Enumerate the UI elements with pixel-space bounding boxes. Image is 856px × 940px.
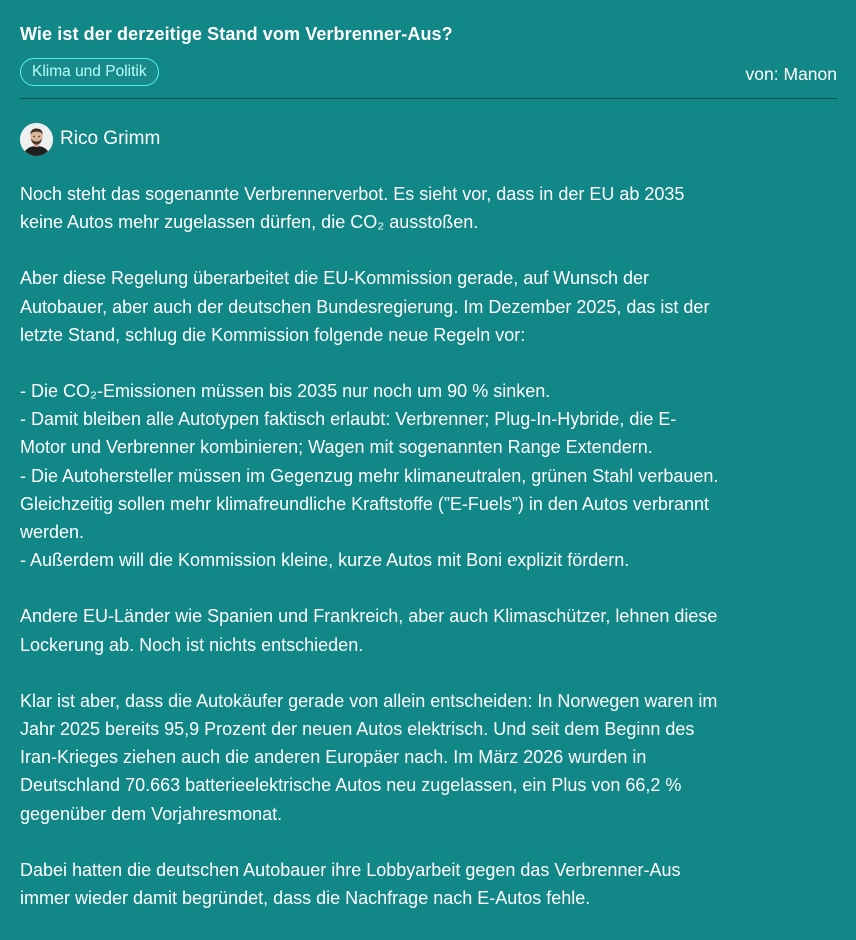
person-avatar-icon[interactable] <box>20 123 53 156</box>
answer-paragraph: Klar ist aber, dass die Autokäufer gerade von allein entscheiden: In Norwegen waren im Jahr 2025 bereits 95,9 Prozent der neuen Autos elektrisch. Und seit dem Beginn des Iran-Krieges ziehen auch die anderen Europäer nach. Im März 2026 wurden in Deutschland 70.663 batterieelektrische Autos neu zugelassen, ein Plus von 66,2 % gegenüber dem Vorjahresmonat. <box>20 690 718 824</box>
asker-label: von: Manon <box>745 64 837 84</box>
answer-author <box>20 122 160 156</box>
answer-paragraph: Noch steht das sogenannte Verbrennerverbot. Es sieht vor, dass in der EU ab 2035 keine Autos mehr zugelassen dürfen, die CO₂ ausstoßen. <box>20 184 685 233</box>
topic-tag[interactable]: Klima und Politik <box>20 58 159 86</box>
answer-body <box>20 180 828 940</box>
question-meta <box>20 58 837 86</box>
question-title: Wie ist der derzeitige Stand vom Verbrenner-Aus? <box>20 24 453 44</box>
answer-paragraph: Andere EU-Länder wie Spanien und Frankreich, aber auch Klimaschützer, lehnen diese Lockerung ab. Noch ist nichts entschieden. <box>20 606 718 655</box>
answer-paragraph: Aber diese Regelung überarbeitet die EU-Kommission gerade, auf Wunsch der Autobauer, aber auch der deutschen Bundesregierung. Im Dezember 2025, das ist der letzte Stand, schlug die Kommission folgende neue Regeln vor: <box>20 268 710 345</box>
answer-paragraph: Dabei hatten die deutschen Autobauer ihre Lobbyarbeit gegen das Verbrenner-Aus immer wieder damit begründet, dass die Nachfrage nach E-Autos fehle. <box>20 859 681 909</box>
answer-author-name[interactable]: Rico Grimm <box>60 128 161 149</box>
divider <box>20 98 837 99</box>
answer-paragraph: - Die CO₂-Emissionen müssen bis 2035 nur noch um 90 % sinken. - Damit bleiben alle Autotypen faktisch erlaubt: Verbrenner; Plug-In-Hybride, die E- Motor und Verbrenner kombinieren; Wagen mit sogenannten Range Extendern. - Die Autohersteller müssen im Gegenzug mehr klimaneutralen, grünen Stahl verbauen. Gleichzeitig sollen mehr klimafreundliche Kraftstoffe (”E-Fuels”) in den Autos verbrannt werden. - Außerdem will die Kommission kleine, kurze Autos mit Boni explizit fördern. <box>20 381 719 571</box>
